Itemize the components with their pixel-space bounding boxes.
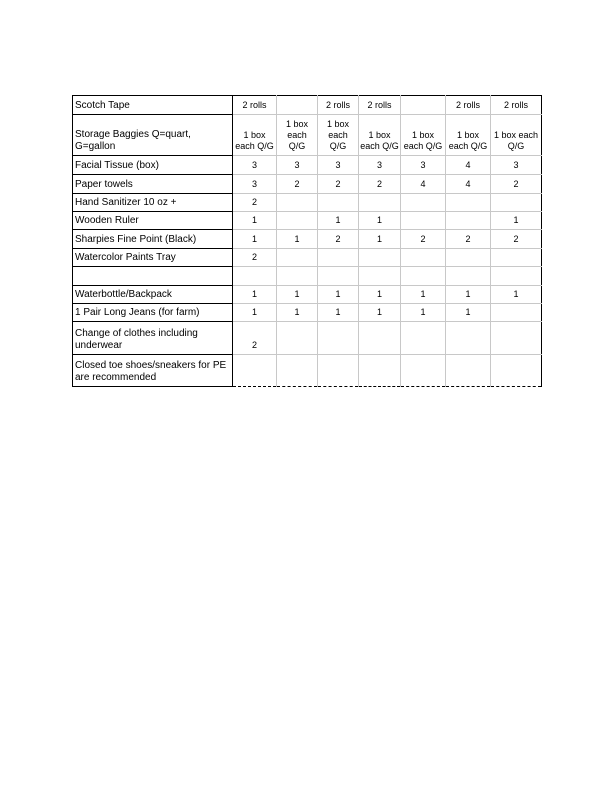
quantity-cell: 3: [318, 156, 359, 175]
quantity-cell: 4: [401, 175, 446, 194]
quantity-cell: 2: [446, 230, 491, 249]
quantity-cell: 2: [233, 249, 277, 267]
quantity-cell: 1: [318, 304, 359, 322]
quantity-cell: 2: [491, 230, 542, 249]
quantity-cell: [491, 355, 542, 387]
quantity-cell: 2 rolls: [318, 96, 359, 115]
quantity-cell: 3: [491, 156, 542, 175]
quantity-cell: [359, 355, 401, 387]
quantity-cell: 2: [233, 194, 277, 212]
quantity-cell: 2 rolls: [233, 96, 277, 115]
quantity-cell: 1: [446, 304, 491, 322]
quantity-cell: [318, 355, 359, 387]
quantity-cell: [359, 322, 401, 355]
quantity-cell: [446, 194, 491, 212]
table-row: [73, 175, 542, 194]
quantity-cell: [401, 322, 446, 355]
quantity-cell: 1: [401, 286, 446, 304]
quantity-cell: 1 box each Q/G: [277, 115, 318, 156]
quantity-cell: 2: [401, 230, 446, 249]
quantity-cell: [318, 322, 359, 355]
quantity-cell: [446, 322, 491, 355]
quantity-cell: 2: [359, 175, 401, 194]
quantity-cell: 3: [401, 156, 446, 175]
quantity-cell: [318, 194, 359, 212]
quantity-cell: [491, 267, 542, 286]
item-name-cell: Hand Sanitizer 10 oz +: [73, 194, 233, 212]
quantity-cell: [401, 267, 446, 286]
item-name-cell: Wooden Ruler: [73, 212, 233, 230]
quantity-cell: [277, 249, 318, 267]
quantity-cell: [277, 194, 318, 212]
quantity-cell: [318, 267, 359, 286]
item-name-cell: [73, 267, 233, 286]
item-name-cell: Watercolor Paints Tray: [73, 249, 233, 267]
quantity-cell: 2 rolls: [491, 96, 542, 115]
item-name-cell: Storage Baggies Q=quart, G=gallon: [73, 115, 233, 156]
item-name-cell: Waterbottle/Backpack: [73, 286, 233, 304]
quantity-cell: 1 box each Q/G: [401, 115, 446, 156]
quantity-cell: [491, 304, 542, 322]
table-row: [73, 156, 542, 175]
quantity-cell: 2: [277, 175, 318, 194]
quantity-cell: 2: [318, 230, 359, 249]
quantity-cell: [446, 249, 491, 267]
quantity-cell: [233, 355, 277, 387]
quantity-cell: [233, 267, 277, 286]
quantity-cell: [277, 322, 318, 355]
quantity-cell: [401, 212, 446, 230]
quantity-cell: 1: [233, 212, 277, 230]
quantity-cell: [359, 249, 401, 267]
quantity-cell: 2: [318, 175, 359, 194]
quantity-cell: 1: [318, 212, 359, 230]
supply-list-table: [72, 95, 542, 387]
quantity-cell: 1 box each Q/G: [318, 115, 359, 156]
quantity-cell: 1 box each Q/G: [491, 115, 542, 156]
item-name-cell: Paper towels: [73, 175, 233, 194]
quantity-cell: 1: [359, 304, 401, 322]
table-row: [73, 249, 542, 267]
quantity-cell: 1: [233, 286, 277, 304]
quantity-cell: [277, 212, 318, 230]
quantity-cell: [401, 194, 446, 212]
quantity-cell: 1 box each Q/G: [446, 115, 491, 156]
quantity-cell: 4: [446, 175, 491, 194]
quantity-cell: [359, 194, 401, 212]
item-name-cell: Change of clothes including underwear: [73, 322, 233, 355]
quantity-cell: [318, 249, 359, 267]
table-row: [73, 267, 542, 286]
table-row: [73, 96, 542, 115]
quantity-cell: 3: [277, 156, 318, 175]
quantity-cell: 1: [277, 230, 318, 249]
quantity-cell: [401, 96, 446, 115]
quantity-cell: 4: [446, 156, 491, 175]
item-name-cell: Sharpies Fine Point (Black): [73, 230, 233, 249]
quantity-cell: 1 box each Q/G: [359, 115, 401, 156]
quantity-cell: 1: [318, 286, 359, 304]
table-row: [73, 115, 542, 156]
quantity-cell: 1: [359, 286, 401, 304]
quantity-cell: 1: [233, 304, 277, 322]
quantity-cell: [446, 212, 491, 230]
table-row: [73, 194, 542, 212]
quantity-cell: [401, 249, 446, 267]
table-row: [73, 212, 542, 230]
quantity-cell: 1: [491, 212, 542, 230]
quantity-cell: [491, 194, 542, 212]
table-row: [73, 304, 542, 322]
table-row: [73, 286, 542, 304]
quantity-cell: 1: [277, 304, 318, 322]
quantity-cell: 2: [233, 322, 277, 355]
item-name-cell: 1 Pair Long Jeans (for farm): [73, 304, 233, 322]
item-name-cell: Facial Tissue (box): [73, 156, 233, 175]
quantity-cell: 1: [401, 304, 446, 322]
quantity-cell: [401, 355, 446, 387]
quantity-cell: [277, 355, 318, 387]
quantity-cell: 2 rolls: [359, 96, 401, 115]
table-row: [73, 322, 542, 355]
quantity-cell: 1: [446, 286, 491, 304]
quantity-cell: 1: [359, 212, 401, 230]
item-name-cell: Closed toe shoes/sneakers for PE are recommended: [73, 355, 233, 387]
quantity-cell: 1: [359, 230, 401, 249]
quantity-cell: [446, 267, 491, 286]
quantity-cell: [359, 267, 401, 286]
quantity-cell: 3: [359, 156, 401, 175]
quantity-cell: [277, 96, 318, 115]
item-name-cell: Scotch Tape: [73, 96, 233, 115]
quantity-cell: 2: [491, 175, 542, 194]
quantity-cell: [446, 355, 491, 387]
quantity-cell: 2 rolls: [446, 96, 491, 115]
quantity-cell: 1: [233, 230, 277, 249]
quantity-cell: 3: [233, 175, 277, 194]
table-row: [73, 355, 542, 387]
table-row: [73, 230, 542, 249]
quantity-cell: 1: [277, 286, 318, 304]
quantity-cell: 1 box each Q/G: [233, 115, 277, 156]
quantity-cell: [277, 267, 318, 286]
quantity-cell: 3: [233, 156, 277, 175]
quantity-cell: 1: [491, 286, 542, 304]
quantity-cell: [491, 322, 542, 355]
quantity-cell: [491, 249, 542, 267]
